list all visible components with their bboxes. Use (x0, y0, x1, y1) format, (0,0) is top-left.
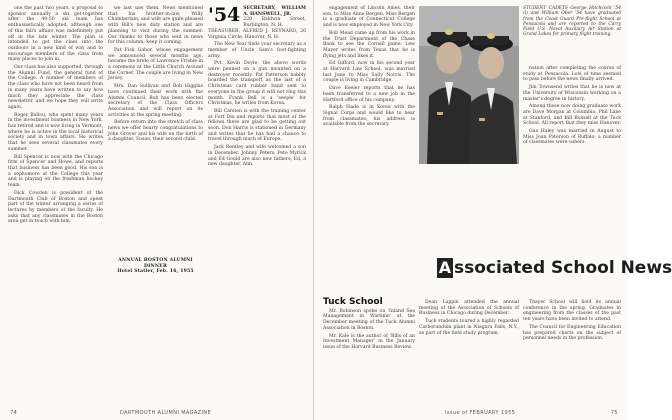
class-secretary-address: 220 Baldwin Street, Burlington, N. H. (243, 17, 306, 29)
class-year-heading: '54 (208, 4, 241, 26)
left-column-1 (8, 6, 103, 390)
magazine-name: DARTMOUTH ALUMNI MAGAZINE (120, 410, 212, 416)
right-column-1 (323, 6, 415, 254)
paragraph: Mrs. Dan Sullivan and Bob Higgins have continued their work with the Alumni Council. Bob has been elected secretary of the Class Officers Association and will report on its activities at the spring meeting. (108, 84, 203, 118)
paragraph: engagement of Lincoln Ames, their son, to Miss Anne Bergen. Miss Bergen is a graduate of Connecticut College and is now employed in New York City. (323, 6, 415, 29)
initial-letter: A (438, 258, 452, 277)
paragraph: Mr. Kale is the author of 'Bills of an Investment Manager' in the January issue of the Harvard Business Review. (323, 333, 415, 350)
paragraph: Ralph Slade is in Korea with the Signal Corps and would like to hear from classmates; his address is available from the secretary. (323, 105, 415, 128)
paragraph: Tuck students toured a highly regarded Carborundum plant in Niagara Falls, N.Y., as part of the field study program. (419, 319, 519, 336)
paragraph: Dick Cowden is president of the Dartmouth Club of Boston and spent part of the winter arranging a series of lectures by members of the faculty. He asks that any classmates in the Boston area get in touch with him. (8, 190, 103, 225)
paragraph: Bill Spencer is now with the Chicago firm of Spencer and Howe, and reports that business has been good. His son is a sophomore at the College this year and is playing on the freshman hockey team. (8, 154, 103, 189)
left-page (0, 0, 314, 420)
photo-caption: STUDENT CADETS George Hitchcock '54 (l) and William Ober '54 have graduated from the Coast Guard Pre-flight School at Pensacola and are reported to the Carry Field U.S. Naval Auxiliary Air Station at Grand Lakes for primary flight training. (523, 6, 621, 38)
class-treasurer: TREASURER, ALFRED J. REYNARD, 26 Virginia Circle, Hanover, N. H. (208, 28, 306, 40)
paragraph: Ed Gifford, now in his second year at Harvard Law School, was married last June to Miss Sally Norris. The couple is living in Cambridge. (323, 61, 415, 84)
paragraph: Roger Ballou, who spent many years in the investment business in New York, has retired and is now living in Vermont, where he is active in the local historical society and in town affairs. He writes that he sees several classmates every summer. (8, 112, 104, 152)
paragraph: Jack Bentley and wife welcomed a son in December. Johnny Peters, Pete Myrick and Ed Gould are also new fathers; Ed, a new daughter, Ann. (208, 145, 306, 168)
paragraph: Before return into the stretch of class news we offer hearty congratulations to John Grover and his wife on the birth of a daughter, Susan, their second child. (108, 120, 203, 143)
paragraph: Bill Carsten is with the training center at Fort Dix and reports that most of the fellows there are glad to be getting out soon. Don Harris is stationed in Germany and writes that he has had a chance to travel through much of Europe. (208, 108, 306, 143)
left-column-2 (108, 6, 203, 254)
paragraph: nation after completing the course of study at Pensacola. Lots of time seemed to pass before the news finally arrived. (523, 66, 621, 83)
associated-school-news-heading (437, 258, 672, 292)
paragraph: Our class has also supported, through the Alumni Fund, the general fund of the College. A number of members of the class who have not been heard from in many years have written to say how much they appreciate the class newsletter, and we hope they will write again. (8, 65, 103, 110)
page-number-left: 74 (10, 410, 18, 416)
paragraph: The Council for Engineering Education has prepared charts on the subject of personnel needs in the profession. (523, 324, 621, 342)
paragraph: Mr. Robinson spoke on 'Inland Sea Management in Wartime' at the December meeting of the Tuck Alumni Association in Boston. (323, 308, 415, 331)
right-page (315, 0, 672, 420)
issue-date: Issue of FEBRUARY 1955 (445, 410, 516, 416)
paragraph: Gus Haley was married in August to Miss Joan Paterson of Buffalo; a number of classmates were ushers. (523, 129, 621, 146)
page-number-right: 75 (610, 410, 618, 416)
cadets-photo (419, 6, 519, 164)
paragraph: Pat Fisk Gabor, whose engagement we announced several months ago, became the bride of Lawrence Frisbie in a ceremony at the Little Church Around the Corner. The couple are living in New Jersey. (108, 47, 203, 82)
tuck-school-heading: Tuck School (323, 297, 383, 307)
class-secretary: SECRETARY, WILLIAM A. HANSWELL, JR. (243, 6, 306, 17)
right-column-3 (523, 66, 621, 250)
paragraph: Thayer School will hold its annual conference in the spring. Graduates in engineering from the classes of the past ten years have been invited to attend. (523, 300, 621, 323)
right-bottom-column-2 (419, 300, 519, 338)
paragraph: Jim Townsend writes that he is now at the University of Wisconsin working on a master's degree in history. (523, 85, 621, 102)
heading-text: ssociated School News (454, 258, 672, 278)
paragraph: Dave Keeler reports that he has been transferred to a new job in the Hartford office of his company. (323, 86, 415, 103)
right-column-2 (419, 168, 519, 248)
right-bottom-column-3 (523, 300, 621, 344)
left-column-3 (208, 6, 306, 390)
paragraph: Dean Lappin attended the annual meeting of the Association of Schools of Business in Chicago during December. (419, 300, 519, 317)
paragraph: we last saw them. News mentioned that his brother-in-law, Willy Chamberlain, and wife are quite pleased with Bill's new duty station and are planning to visit during the summer. Our thanks to those who sent in news for this column; keep it coming. (108, 6, 203, 46)
paragraph: Bob Mead came up from his work in the Trust Department of the Chase Bank to see the Cornell game. Lew Mayer writes from Texas that he is flying jets and likes it. (323, 30, 415, 59)
paragraph: Among those now doing graduate work are Dave Morgan at Columbia, Phil Lane at Stanford, and Bill Russell at the Tuck School. All report that they miss Hanover. (523, 104, 621, 127)
event-notice: ANNUAL BOSTON ALUMNI DINNER Hotel Statler, Feb. 16, 1955 (117, 258, 194, 275)
paragraph: Pvt. Kevin Doyle, the above words were penned on a gun mounted on a destroyer recently. Pat Patterson babbly boarded the transport as the last of a Christmas card rubber band sent to everyone in the group it will not ring this month. Frank Bell is a 'seeple' for Christmas, he writes from Korea. (208, 61, 306, 107)
paragraph: The New Year finds your secretary as a member of Uncle Sam's foot-fighting army. (208, 42, 306, 59)
paragraph: one the past two years, a proposal to sponsor annually a ski get-together after the 40-50 ski team has enthusiastically adopted, although one of this fall's affairs was indefinitely put off in the late winter. The plan is intended to get the class into the outdoors in a new kind of way and to encourage members of the class from many places to join in. (8, 6, 103, 63)
tuck-school-section (323, 297, 415, 353)
